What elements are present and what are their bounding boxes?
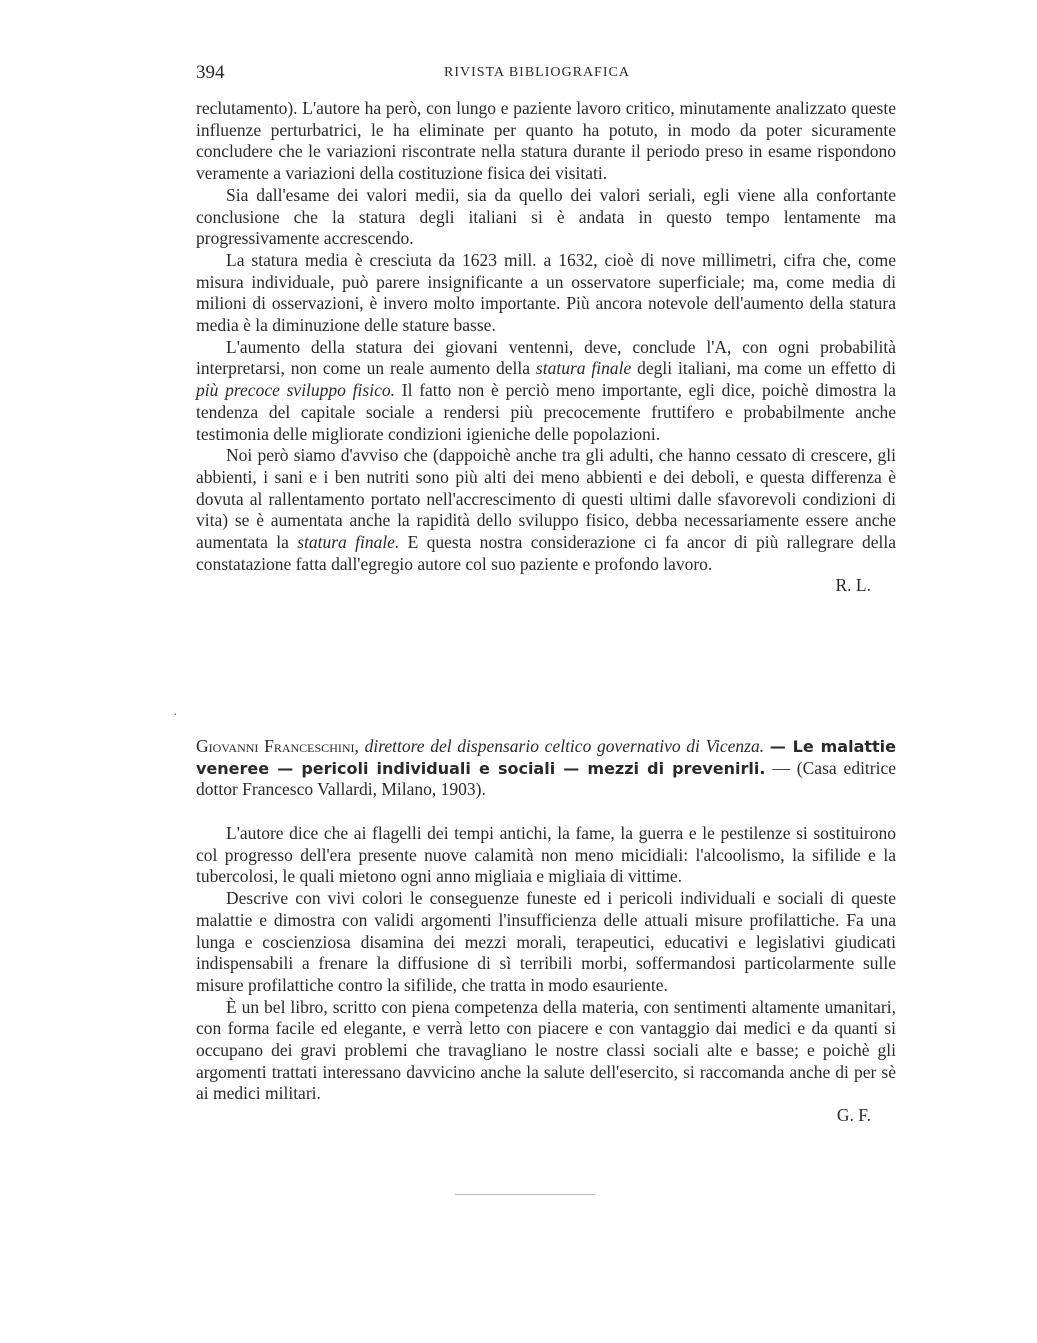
author-role: direttore del dispensario celtico governativo di Vicenza. <box>364 736 765 756</box>
paragraph: L'autore dice che ai flagelli dei tempi antichi, la fame, la guerra e le pestilenze si sostituirono col progresso dell'era presente nuove calamità non meno micidiali: l'alcoolismo, la sifilide e la tubercolosi, le quali mietono ogni anno migliaia e migliaia di vittime. <box>196 823 896 887</box>
paragraph: Descrive con vivi colori le conseguenze funeste ed i pericoli individuali e sociali di queste malattie e dimostra con validi argomenti l'insufficienza delle attuali misure profilattiche. Fa una lunga e coscienziosa disamina dei mezzi morali, terapeutici, educativi e legislativi giudicati indispensabili a frenare la diffusione di sì terribili morbi, soffermandosi particolarmente sulle misure profilattiche contro la sifilide, che tratta in modo esauriente. <box>196 888 896 995</box>
paragraph: È un bel libro, scritto con piena competenza della materia, con sentimenti altamente umanitari, con forma facile ed elegante, e verrà letto con piacere e con vantaggio dai medici e da quanti si occupano dei gravi problemi che travagliano le nostre classi sociali alte e basse; e poichè gli argomenti trattati interessano davvicino anche la salute dell'esercito, si raccomanda anche di per sè ai medici militari. <box>196 996 896 1104</box>
signature: G. F. <box>836 1105 871 1126</box>
paragraph: L'aumento della statura dei giovani ventenni, deve, conclude l'A, con ogni probabilità interpretarsi, non come un reale aumento della statura finale degli italiani, ma come un effetto di più precoce sviluppo fisico. Il fatto non è perciò meno importante, egli dice, poichè dimostra la tendenza del capitale sociale a rendersi più precocemente fruttifero e probabilmente anche testimonia delle migliorate condizioni igieniche delle popolazioni. <box>196 336 897 444</box>
review-1 <box>196 98 896 597</box>
running-title: RIVISTA BIBLIOGRAFICA <box>444 65 630 80</box>
paragraph: Noi però siamo d'avviso che (dappoichè anche tra gli adulti, che hanno cessato di crescere, gli abbienti, i sani e i ben nutriti sono più alti dei meno abbienti e dei deboli, e questa differenza è dovuta al rallentamento portato nell'accrescimento di questi ultimi dalle sfavorevoli condizioni di vita) se è aumentata anche la rapidità dello sviluppo fisico, debba necessariamente essere anche aumentata la statura finale. E questa nostra considerazione ci fa ancor di più rallegrare della constatazione fatta dall'egregio autore col suo paziente e profondo lavoro. <box>196 445 897 574</box>
author-name: Giovanni Franceschini, <box>196 736 359 756</box>
signature: R. L. <box>835 575 871 596</box>
page-number: 394 <box>196 62 225 83</box>
paragraph: reclutamento). L'autore ha però, con lungo e paziente lavoro critico, minutamente analizzato queste influenze perturbatrici, le ha eliminate per quanto ha potuto, in modo da poter sicuramente concludere che le variazioni riscontrate nella statura durante il periodo preso in esame rispondono veramente a variazioni della costituzione fisica dei visitati. <box>196 98 896 184</box>
paragraph: Sia dall'esame dei valori medii, sia da quello dei valori seriali, egli viene alla confortante conclusione che la statura degli italiani si è andata in questo tempo lentamente ma progressivamente accrescendo. <box>196 184 896 249</box>
review-2 <box>196 823 896 1127</box>
footer-rule <box>455 1194 595 1195</box>
emphasis: statura finale <box>535 358 632 379</box>
review-2-citation <box>196 736 896 801</box>
book-title: — Le malattie veneree — pericoli individuali e sociali — mezzi di prevenirli. <box>196 737 896 778</box>
paragraph: La statura media è cresciuta da 1623 mill. a 1632, cioè di nove millimetri, cifra che, come misura individuale, può parere insignificante a un osservatore superficiale; ma, come media di milioni di osservazioni, è invero molto importante. Più ancora notevole dell'aumento della statura media è la diminuzione delle stature basse. <box>196 249 896 336</box>
emphasis: statura finale. <box>297 532 400 553</box>
page-header <box>196 62 896 86</box>
publisher: — (Casa editrice dottor Francesco Vallardi, Milano, 1903). <box>196 757 897 800</box>
margin-mark: · <box>173 708 178 723</box>
citation <box>196 736 896 801</box>
emphasis: più precoce sviluppo fisico. <box>196 380 395 401</box>
